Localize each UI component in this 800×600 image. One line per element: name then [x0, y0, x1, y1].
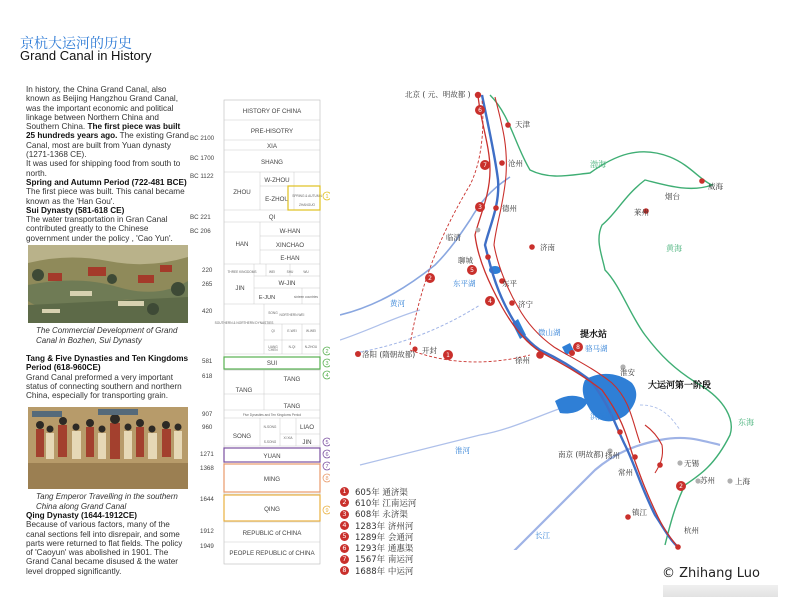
year-bc1122: BC 1122 — [190, 173, 214, 180]
route-marker-3: 3 — [478, 204, 482, 211]
dyn-wu: WU — [303, 270, 309, 274]
label-yangzhou: 扬州 — [605, 451, 620, 460]
legend-label: 605年 通济渠 — [355, 487, 408, 498]
label-suzhou: 苏州 — [700, 476, 715, 485]
route-marker-6: 6 — [478, 107, 482, 114]
legend-number: 2 — [340, 498, 349, 507]
dyn-song: SONG — [232, 433, 252, 440]
year-bc221: BC 221 — [190, 214, 211, 221]
timeline-marker-5: 5 — [325, 440, 329, 446]
dyn-tang-w: TANG — [283, 376, 301, 383]
legend-item — [340, 542, 416, 553]
legend-item — [340, 497, 416, 508]
route-marker-5: 5 — [470, 267, 474, 274]
dyn-s-song: S-SONG — [263, 440, 277, 444]
sui-text: The water transportation in Gran Canal contributed greatly to the Chinese government under the policy , 'Cao Yun'. — [26, 215, 173, 243]
label-shanghai: 上海 — [735, 477, 750, 486]
huai-river — [360, 405, 570, 465]
timeline-marker-9: 9 — [325, 508, 329, 514]
label-bohai: 渤海 — [590, 160, 606, 169]
label-hongze-lake: 洪泽湖 — [590, 412, 613, 421]
label-weishan-lake: 微山湖 — [538, 328, 561, 337]
dyn-w-han: W-HAN — [279, 228, 301, 235]
dyn-chen: CHEN — [268, 348, 278, 352]
tang-title: Tang & Five Dynasties and Ten Kingdoms Period (618-960CE) — [26, 354, 189, 373]
legend-number: 3 — [340, 510, 349, 519]
dyn-w-jin: W-JIN — [278, 280, 296, 287]
tang-text-block — [26, 354, 189, 400]
dyn-prehistory: PRE-HISOTRY — [250, 128, 294, 135]
dyn-n-zhou: N-ZHOU — [304, 345, 318, 349]
label-laizhou: 莱州 — [634, 208, 649, 217]
dyn-n-qi: N-QI — [288, 345, 296, 349]
route-marker-8: 8 — [576, 344, 580, 351]
caption-tang-emperor: Tang Emperor Travelling in the southern China along Grand Canal — [36, 492, 178, 511]
dyn-south-north: SOUTHERN & NORTHERN DYNASTIES — [214, 321, 274, 325]
qing-title: Qing Dynasty (1644-1912CE) — [26, 511, 138, 520]
legend-label: 608年 永济渠 — [355, 510, 408, 521]
legend-item — [340, 554, 416, 565]
timeline-header: HISTORY OF CHINA — [242, 108, 302, 115]
label-jining: 济宁 — [518, 300, 533, 309]
dyn-tang-e: TANG — [283, 403, 301, 410]
footer-bar — [663, 585, 778, 597]
copyright-text: © Zhihang Luo — [662, 566, 760, 581]
dyn-zhanguo: ZHANGUO — [299, 203, 315, 207]
dyn-song-s: SONG — [268, 311, 278, 315]
legend-item — [340, 565, 416, 576]
dyn-sui: SUI — [266, 360, 278, 367]
dyn-e-jin: E-JUN — [258, 295, 276, 301]
dyn-sixteen: sixteen countries — [294, 295, 318, 299]
dyn-xinchao: XINCHAO — [275, 242, 305, 249]
qing-text-block — [26, 511, 189, 576]
dyn-shang: SHANG — [260, 159, 284, 166]
dyn-jin: JIN — [235, 285, 245, 292]
label-changzhou: 常州 — [618, 468, 633, 477]
dyn-liang: LIANG — [268, 345, 278, 349]
tang-text: Grand Canal preformed a very important status of connecting southern and northern China, especially for transporting grain. — [26, 372, 182, 401]
label-beijing: 北京 ( 元、明故都 ) — [405, 90, 471, 99]
dyn-e-han: E-HAN — [280, 255, 300, 262]
year-bc206: BC 206 — [190, 228, 211, 235]
year-960: 960 — [202, 424, 213, 431]
caption-bozhen: The Commercial Development of Grand Canal in Bozhen, Sui Dynasty — [36, 326, 178, 345]
label-hangzhou: 杭州 — [684, 526, 699, 535]
timeline-marker-2: 2 — [325, 349, 329, 355]
dyn-w-wei: W-WEI — [305, 329, 317, 333]
label-pumping-station: 提水站 — [580, 330, 608, 340]
painting-bozhen — [28, 245, 188, 323]
dyn-spring-autumn-label: SPRING & AUTUMN — [292, 194, 322, 198]
label-dezhou: 德州 — [502, 204, 517, 213]
year-1271: 1271 — [200, 451, 214, 458]
dyn-zhou: ZHOU — [233, 189, 251, 196]
dyn-yuan: YUAN — [263, 453, 281, 460]
route-marker-2b: 2 — [679, 483, 683, 490]
legend-number: 7 — [340, 555, 349, 564]
dyn-xia: XIA — [267, 143, 277, 150]
label-yellow-river: 黄河 — [390, 299, 405, 308]
route-marker-4: 4 — [488, 298, 492, 305]
dyn-w-zhou: W-ZHOU — [264, 177, 290, 184]
label-yangtze: 长江 — [535, 531, 550, 540]
history-timeline — [190, 98, 330, 568]
label-weihai: 威海 — [708, 182, 723, 191]
timeline-marker-6: 6 — [325, 452, 329, 458]
dyn-northern-wei: NORTHERN WEI — [279, 313, 305, 317]
dyn-qi-s: QI — [271, 329, 275, 333]
year-907: 907 — [202, 411, 213, 418]
legend-label: 1567年 南运河 — [355, 555, 414, 566]
label-tianjin: 天津 — [515, 120, 530, 129]
grand-canal-red — [475, 95, 678, 547]
label-jinan: 济南 — [540, 243, 555, 252]
label-wuxi: 无锡 — [684, 459, 699, 468]
dyn-three-kingdoms: THREE KINGDOMS — [227, 270, 257, 274]
label-kaifeng: 开封 — [422, 346, 437, 355]
intro-bold: The first piece was built 25 hundreds years ago. — [26, 122, 181, 141]
legend-item — [340, 520, 416, 531]
dyn-shu: SHU — [286, 270, 294, 274]
legend-item — [340, 509, 416, 520]
label-huanghai: 黄海 — [666, 244, 682, 253]
page-title-zh: 京杭大运河的历史 — [20, 36, 132, 52]
dyn-qing: QING — [264, 506, 280, 513]
year-220: 220 — [202, 267, 213, 274]
route-marker-7: 7 — [483, 162, 487, 169]
dyn-jin2: JIN — [302, 439, 312, 446]
legend-number: 4 — [340, 521, 349, 530]
dyn-roc: REPUBLIC of CHINA — [242, 530, 302, 537]
label-dongping-lake: 东平湖 — [453, 279, 476, 288]
year-1368: 1368 — [200, 465, 214, 472]
label-donghai: 东海 — [738, 418, 754, 427]
year-581: 581 — [202, 358, 213, 365]
route-marker-2a: 2 — [428, 275, 432, 282]
legend-item — [340, 531, 416, 542]
dyn-wei: WEI — [268, 270, 276, 274]
label-yantai: 烟台 — [665, 192, 680, 201]
year-bc1700: BC 1700 — [190, 155, 215, 162]
timeline-marker-4: 4 — [325, 373, 329, 379]
label-dongping: 东平 — [502, 279, 517, 288]
qing-text: Because of various factors, many of the canal sections fell into disrepair, and some parts were returned to flat fields. The policy of 'Caoyun' was abolished in 1901. The Grand Canal became disused & the water level dropped significantly. — [26, 520, 183, 576]
year-420: 420 — [202, 308, 213, 315]
painting-tang-emperor — [28, 407, 188, 489]
label-zhenjiang: 镇江 — [632, 508, 647, 517]
legend-label: 1688年 中运河 — [355, 566, 414, 577]
dyn-han: HAN — [235, 241, 249, 248]
spring-text: The first piece was built. This canal became known as the 'Han Gou'. — [26, 187, 185, 206]
dyn-n-song: N-SONG — [263, 425, 277, 429]
label-huai-river: 淮河 — [455, 446, 470, 455]
year-bc2100: BC 2100 — [190, 135, 215, 142]
route-marker-1: 1 — [446, 352, 450, 359]
timeline-marker-1: 1 — [325, 194, 329, 200]
year-1644: 1644 — [200, 496, 214, 503]
label-nanjing: 南京 (明故都) — [558, 450, 604, 459]
intro-sentence: In history, the China Grand Canal, also known as Beijing Hangzhou Grand Canal, was the important economic and political linkage between Northern China and Southern China. — [26, 85, 179, 132]
dyn-xi-xia: XI XIA — [283, 436, 293, 440]
legend-number: 1 — [340, 487, 349, 496]
year-1912: 1912 — [200, 528, 214, 535]
label-luoma-lake: 骆马湖 — [585, 344, 608, 353]
legend-label: 1293年 通惠渠 — [355, 544, 414, 555]
label-canal-stage-1: 大运河第一阶段 — [648, 381, 712, 391]
legend-number: 6 — [340, 544, 349, 553]
intro-shipping: It was used for shipping food from south to north. — [26, 159, 181, 178]
label-linqing: 临清 — [446, 233, 461, 242]
intro-sentence-2: The existing Grand Canal, most are built from Yuan dynasty (1271-1368 CE). — [26, 131, 189, 160]
dyn-e-zhou: E-ZHOU — [265, 196, 289, 203]
legend-number: 8 — [340, 566, 349, 575]
legend-item — [340, 486, 416, 497]
timeline-marker-7: 7 — [325, 464, 329, 470]
dyn-qi: QI — [268, 214, 276, 221]
label-xuzhou: 徐州 — [515, 356, 530, 365]
year-618: 618 — [202, 373, 213, 380]
year-265: 265 — [202, 281, 213, 288]
label-cangzhou: 沧州 — [508, 159, 523, 168]
label-liaocheng: 聊城 — [458, 256, 473, 265]
timeline-marker-8: 8 — [325, 476, 329, 482]
dyn-e-wei: E-WEI — [287, 329, 297, 333]
legend-label: 1289年 会通河 — [355, 532, 414, 543]
dyn-ming: MING — [263, 476, 281, 483]
timeline-marker-3: 3 — [325, 361, 329, 367]
year-1949: 1949 — [200, 543, 214, 550]
legend-label: 610年 江南运河 — [355, 498, 417, 509]
dyn-prc: PEOPLE REPUBLIC of CHINA — [229, 550, 315, 557]
label-huaian: 淮安 — [620, 368, 635, 377]
grand-canal-map — [340, 85, 795, 554]
dyn-liao: LIAO — [299, 424, 315, 431]
dyn-tang: TANG — [235, 387, 253, 394]
sui-title: Sui Dynasty (581-618 CE) — [26, 205, 125, 215]
canal-legend — [340, 486, 416, 576]
page-title-en: Grand Canal in History — [20, 48, 152, 63]
legend-label: 1283年 济州河 — [355, 521, 414, 532]
intro-text — [26, 85, 189, 243]
legend-number: 5 — [340, 532, 349, 541]
dyn-five-dynasties: Five Dynasties and Ten Kingdoms Period — [242, 413, 302, 417]
label-luoyang: 洛阳 (隋朝故都) — [362, 350, 416, 359]
spring-title: Spring and Autumn Period (722-481 BCE) — [26, 177, 187, 187]
